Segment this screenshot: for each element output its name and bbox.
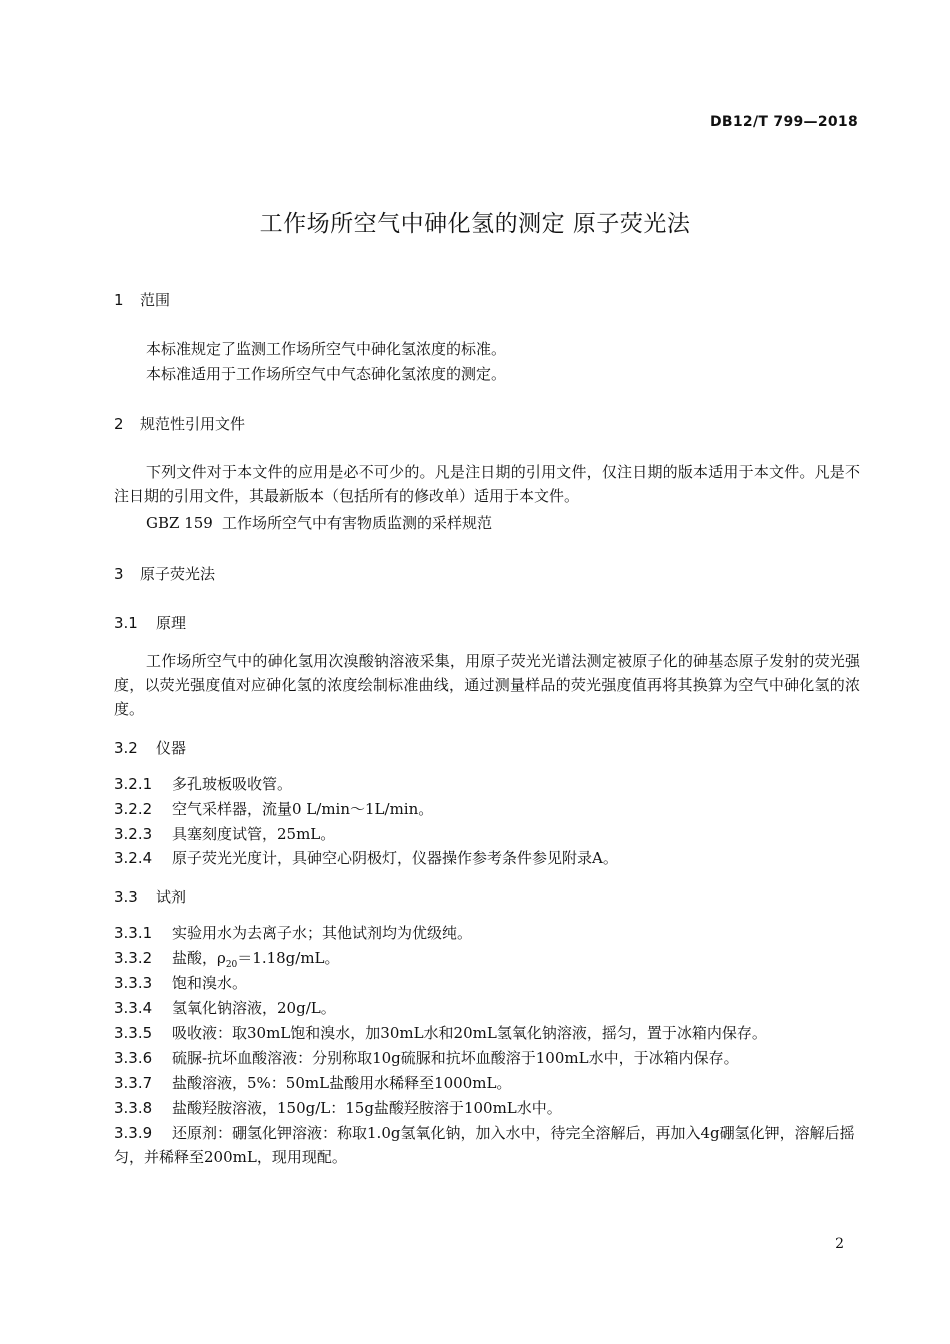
normative-references-paragraph: 下列文件对于本文件的应用是必不可少的。凡是注日期的引用文件，仅注日期的版本适用于本文件。凡是不注日期的引用文件，其最新版本（包括所有的修改单）适用于本文件。 bbox=[114, 463, 860, 505]
subsection-heading-3-3 bbox=[114, 886, 186, 907]
item-text-prefix: 盐酸，ρ bbox=[172, 949, 226, 967]
item-text: 多孔玻板吸收管。 bbox=[172, 775, 293, 793]
reference-entry bbox=[146, 512, 492, 533]
item-text: 饱和溴水。 bbox=[172, 974, 248, 992]
list-item bbox=[114, 1096, 860, 1120]
item-number: 3.3.5 bbox=[114, 1024, 153, 1042]
list-item bbox=[114, 822, 860, 846]
item-text: 原子荧光光度计，具砷空心阴极灯，仪器操作参考条件参见附录A。 bbox=[172, 849, 618, 867]
item-number: 3.3.3 bbox=[114, 974, 153, 992]
subsection-heading-3-2 bbox=[114, 737, 186, 758]
section-heading-2 bbox=[114, 413, 245, 434]
density-subscript: 20 bbox=[225, 960, 238, 970]
item-text: 还原剂：硼氢化钾溶液：称取1.0g氢氧化钠，加入水中，待完全溶解后，再加入4g硼氢化钾，溶解后摇匀，并稀释至200mL，现用现配。 bbox=[114, 1124, 855, 1166]
section-heading-3 bbox=[114, 563, 215, 584]
item-text: 硫脲-抗坏血酸溶液：分别称取10g硫脲和抗坏血酸溶于100mL水中，于冰箱内保存。 bbox=[172, 1049, 739, 1067]
item-number: 3.3.1 bbox=[114, 924, 153, 942]
reference-code: GBZ 159 bbox=[146, 514, 213, 532]
section-title: 范围 bbox=[140, 291, 171, 309]
list-item bbox=[114, 1071, 860, 1095]
item-number: 3.3.6 bbox=[114, 1049, 153, 1067]
page-number: 2 bbox=[835, 1236, 844, 1252]
item-text: 实验用水为去离子水；其他试剂均为优级纯。 bbox=[172, 924, 473, 942]
item-number: 3.2.4 bbox=[114, 849, 153, 867]
item-number: 3.3.4 bbox=[114, 999, 153, 1017]
list-item bbox=[114, 772, 860, 796]
item-number: 3.2.1 bbox=[114, 775, 153, 793]
section-number: 3 bbox=[114, 565, 124, 583]
list-item bbox=[114, 797, 860, 821]
subsection-title: 原理 bbox=[156, 614, 187, 632]
item-number: 3.3.7 bbox=[114, 1074, 153, 1092]
section-heading-1 bbox=[114, 289, 170, 310]
item-text: 具塞刻度试管，25mL。 bbox=[172, 825, 336, 843]
item-number: 3.2.2 bbox=[114, 800, 153, 818]
principle-paragraph: 工作场所空气中的砷化氢用次溴酸钠溶液采集，用原子荧光光谱法测定被原子化的砷基态原子发射的荧光强度，以荧光强度值对应砷化氢的浓度绘制标准曲线，通过测量样品的荧光强度值再将其换算为空气中砷化氢的浓度。 bbox=[114, 652, 860, 718]
section-title: 原子荧光法 bbox=[140, 565, 216, 583]
list-item bbox=[114, 971, 860, 995]
item-text: 盐酸羟胺溶液，150g/L：15g盐酸羟胺溶于100mL水中。 bbox=[172, 1099, 562, 1117]
scope-paragraph-2: 本标准适用于工作场所空气中气态砷化氢浓度的测定。 bbox=[146, 365, 507, 383]
item-text: 空气采样器，流量0 L/min～1L/min。 bbox=[172, 800, 434, 818]
section-title: 规范性引用文件 bbox=[140, 415, 246, 433]
subsection-number: 3.3 bbox=[114, 888, 138, 906]
subsection-title: 试剂 bbox=[156, 888, 187, 906]
list-item bbox=[114, 921, 860, 945]
subsection-number: 3.1 bbox=[114, 614, 138, 632]
reference-title: 工作场所空气中有害物质监测的采样规范 bbox=[222, 514, 493, 532]
subsection-heading-3-1 bbox=[114, 612, 186, 633]
list-item bbox=[114, 1046, 860, 1070]
list-item bbox=[114, 1021, 860, 1045]
item-number: 3.3.9 bbox=[114, 1124, 153, 1142]
item-text: 盐酸溶液，5%：50mL盐酸用水稀释至1000mL。 bbox=[172, 1074, 512, 1092]
scope-paragraph-1: 本标准规定了监测工作场所空气中砷化氢浓度的标准。 bbox=[146, 340, 507, 358]
item-number: 3.3.2 bbox=[114, 949, 153, 967]
section-number: 2 bbox=[114, 415, 124, 433]
item-number: 3.2.3 bbox=[114, 825, 153, 843]
list-item bbox=[114, 846, 860, 870]
subsection-title: 仪器 bbox=[156, 739, 187, 757]
item-text: 吸收液：取30mL饱和溴水，加30mL水和20mL氢氧化钠溶液，摇匀，置于冰箱内保存。 bbox=[172, 1024, 767, 1042]
document-title: 工作场所空气中砷化氢的测定 原子荧光法 bbox=[259, 211, 691, 237]
list-item bbox=[114, 996, 860, 1020]
standard-code: DB12/T 799—2018 bbox=[710, 114, 858, 130]
item-text: 氢氧化钠溶液，20g/L。 bbox=[172, 999, 336, 1017]
list-item bbox=[114, 1121, 860, 1169]
item-text-suffix: ＝1.18g/mL。 bbox=[237, 949, 340, 967]
subsection-number: 3.2 bbox=[114, 739, 138, 757]
section-number: 1 bbox=[114, 291, 124, 309]
item-number: 3.3.8 bbox=[114, 1099, 153, 1117]
